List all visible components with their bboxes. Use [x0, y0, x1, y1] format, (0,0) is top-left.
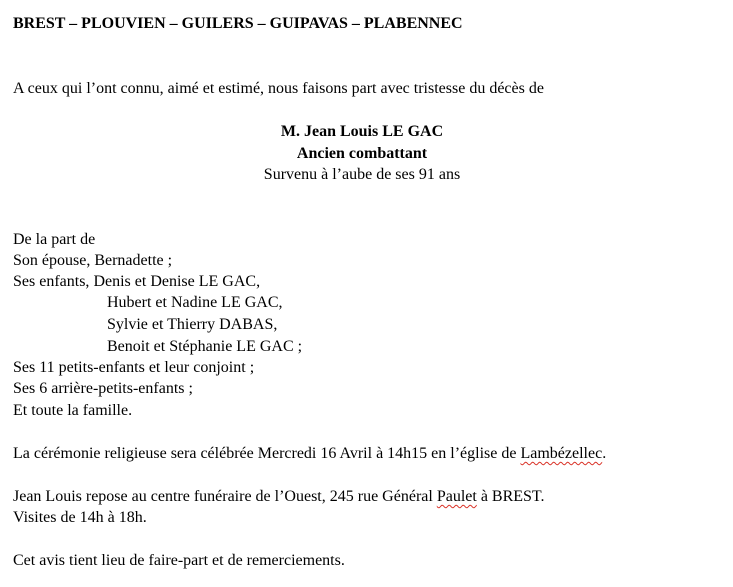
deceased-name: M. Jean Louis LE GAC	[280, 123, 444, 140]
repose-street: Paulet	[436, 488, 477, 505]
towns-header: BREST – PLOUVIEN – GUILERS – GUIPAVAS – PLABENNEC	[13, 15, 463, 32]
repose-text	[13, 486, 545, 507]
child-couple: Denis et Denise LE GAC,	[93, 273, 261, 290]
ceremony-text-start: La cérémonie religieuse sera célébrée Mercredi 16 Avril à 14h15 en l’église de	[13, 445, 521, 462]
family-spouse: Son épouse, Bernadette ;	[13, 252, 173, 269]
family-lead: De la part de	[13, 231, 96, 248]
child-couple: Benoit et Stéphanie LE GAC ;	[107, 338, 303, 355]
family-grandchildren: Ses 11 petits-enfants et leur conjoint ;	[13, 359, 255, 376]
visits-text: Visites de 14h à 18h.	[13, 509, 147, 526]
deceased-title: Ancien combattant	[296, 145, 428, 162]
deceased-age-line: Survenu à l’aube de ses 91 ans	[263, 166, 461, 183]
ceremony-text	[13, 443, 606, 464]
repose-text-start: Jean Louis repose au centre funéraire de l’Ouest, 245 rue Général	[13, 488, 437, 505]
ceremony-text-end: .	[602, 445, 607, 462]
family-children-first	[13, 271, 260, 292]
closing-text: Cet avis tient lieu de faire-part et de remerciements.	[13, 552, 345, 569]
repose-text-end: à BREST.	[476, 488, 545, 505]
child-couple: Sylvie et Thierry DABAS,	[107, 316, 278, 333]
children-label: Ses enfants,	[13, 273, 94, 290]
intro-text: A ceux qui l’ont connu, aimé et estimé, nous faisons part avec tristesse du décès de	[13, 80, 544, 97]
family-great-grandchildren: Ses 6 arrière-petits-enfants ;	[13, 380, 193, 397]
ceremony-place: Lambézellec	[520, 445, 603, 462]
child-couple: Hubert et Nadine LE GAC,	[107, 294, 283, 311]
family-everyone: Et toute la famille.	[13, 402, 133, 419]
